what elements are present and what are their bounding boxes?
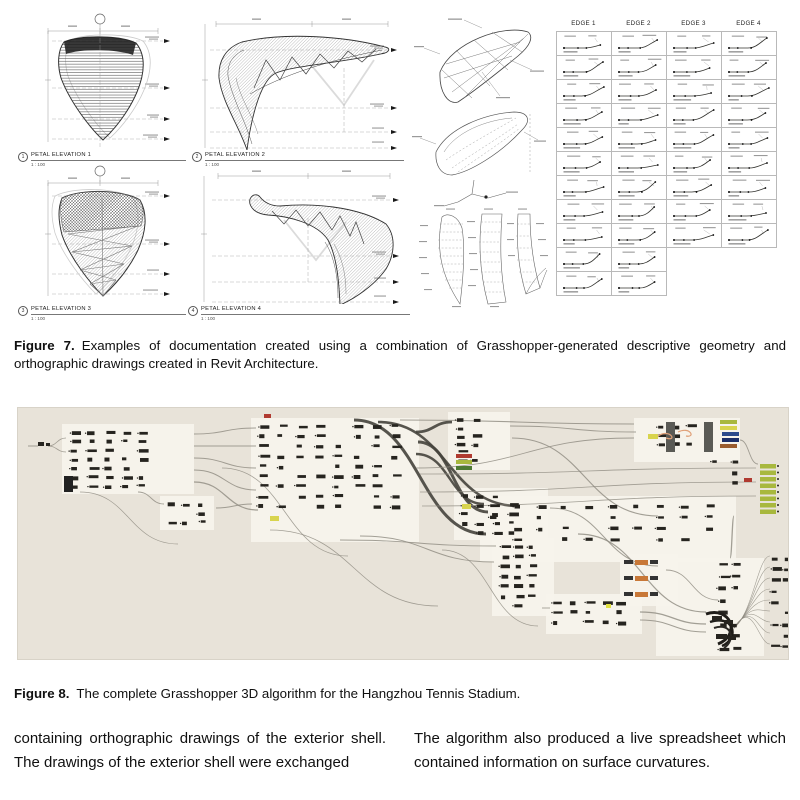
petal-elevation-4-label xyxy=(188,306,410,321)
edge-table-header: EDGE 3 xyxy=(681,20,706,27)
drawing-number-badge: 4 xyxy=(188,306,198,316)
edge-table-cell xyxy=(612,80,667,104)
edge-table-cell xyxy=(612,128,667,152)
edge-table-cell xyxy=(667,32,722,56)
edge-table-cell xyxy=(612,56,667,80)
drawing-title: PETAL ELEVATION 2 xyxy=(205,152,404,161)
figure8-caption xyxy=(14,685,786,703)
body-text xyxy=(14,727,786,776)
edge-table-spacer xyxy=(722,272,777,296)
drawing-scale: 1 : 100 xyxy=(201,315,216,321)
edge-table-cell xyxy=(557,224,612,248)
edge-table-cell xyxy=(722,80,777,104)
drawing-title: PETAL ELEVATION 1 xyxy=(31,152,186,161)
edge-table-cell xyxy=(557,32,612,56)
edge-table-cell xyxy=(722,104,777,128)
descriptive-geometry-diagram xyxy=(412,12,550,314)
edge-table-cell xyxy=(667,56,722,80)
edge-table-header-row xyxy=(556,20,778,31)
edge-table-cell xyxy=(612,104,667,128)
edge-table-cell xyxy=(612,32,667,56)
drawing-scale: 1 : 100 xyxy=(31,315,46,321)
petal-elevation-1-drawing xyxy=(18,10,183,150)
edge-table-cell xyxy=(722,200,777,224)
drawing-title: PETAL ELEVATION 3 xyxy=(31,306,186,315)
edge-table-cell xyxy=(557,200,612,224)
edge-table-spacer xyxy=(667,248,722,272)
edge-table-cell xyxy=(722,128,777,152)
edge-table-header: EDGE 1 xyxy=(571,20,596,27)
figure8-artwork xyxy=(17,407,789,660)
edge-table-cell xyxy=(557,176,612,200)
figure8-caption-lead: Figure 8. xyxy=(14,686,70,701)
figure8-caption-text: The complete Grasshopper 3D algorithm for the Hangzhou Tennis Stadium. xyxy=(76,686,521,701)
edge-table-grid xyxy=(556,31,777,296)
edge-table-cell xyxy=(557,80,612,104)
drawing-scale: 1 : 100 xyxy=(31,161,46,167)
edge-table-cell xyxy=(612,272,667,296)
body-left-column: containing orthographic drawings of the exterior shell. The drawings of the exterior shell were exchanged xyxy=(14,730,386,772)
edge-table-cell xyxy=(667,128,722,152)
edge-table-spacer xyxy=(722,248,777,272)
petal-elevation-4-drawing xyxy=(188,162,408,304)
edge-table-cell xyxy=(722,224,777,248)
edge-table-header: EDGE 4 xyxy=(736,20,761,27)
edge-table-cell xyxy=(557,248,612,272)
petal-elevation-3-panel xyxy=(18,162,186,321)
petal-elevation-3-label xyxy=(18,306,186,321)
petal-elevation-1-panel xyxy=(18,10,186,167)
edge-curves-table xyxy=(556,20,778,296)
edge-table-cell xyxy=(557,128,612,152)
edge-table-cell xyxy=(612,224,667,248)
edge-table-cell xyxy=(667,200,722,224)
figure7-artwork xyxy=(0,8,800,332)
edge-table-cell xyxy=(612,248,667,272)
descriptive-geometry-panel xyxy=(412,12,550,314)
petal-elevation-2-panel xyxy=(192,10,404,167)
edge-table-cell xyxy=(612,152,667,176)
edge-table-cell xyxy=(722,56,777,80)
petal-elevation-2-drawing xyxy=(192,10,402,150)
edge-table-cell xyxy=(612,176,667,200)
figure7-caption-text: Examples of documentation created using a combination of Grasshopper-generated descriptive geometry and orthographic drawings created in Revit Architecture. xyxy=(14,338,786,372)
petal-elevation-4-panel xyxy=(188,162,410,321)
edge-table-header: EDGE 2 xyxy=(626,20,651,27)
edge-table-cell xyxy=(722,152,777,176)
drawing-scale: 1 : 100 xyxy=(205,161,220,167)
edge-table-cell xyxy=(667,224,722,248)
body-right-column: The algorithm also produced a live spreadsheet which contained information on surface curvatures. xyxy=(414,730,786,772)
drawing-number-badge: 3 xyxy=(18,306,28,316)
edge-table-cell xyxy=(557,104,612,128)
figure7-caption-lead: Figure 7. xyxy=(14,338,75,353)
edge-table-cell xyxy=(557,272,612,296)
grasshopper-graph xyxy=(18,408,788,659)
figure7-caption xyxy=(14,337,786,374)
edge-table-cell xyxy=(667,104,722,128)
edge-table-cell xyxy=(557,56,612,80)
edge-table-cell xyxy=(557,152,612,176)
edge-table-cell xyxy=(667,80,722,104)
drawing-number-badge: 1 xyxy=(18,152,28,162)
edge-table-cell xyxy=(722,32,777,56)
drawing-title: PETAL ELEVATION 4 xyxy=(201,306,410,315)
drawing-number-badge: 2 xyxy=(192,152,202,162)
edge-table-spacer xyxy=(667,272,722,296)
edge-table-cell xyxy=(667,152,722,176)
edge-table-cell xyxy=(722,176,777,200)
edge-table-cell xyxy=(667,176,722,200)
edge-table-cell xyxy=(612,200,667,224)
petal-elevation-3-drawing xyxy=(18,162,183,304)
